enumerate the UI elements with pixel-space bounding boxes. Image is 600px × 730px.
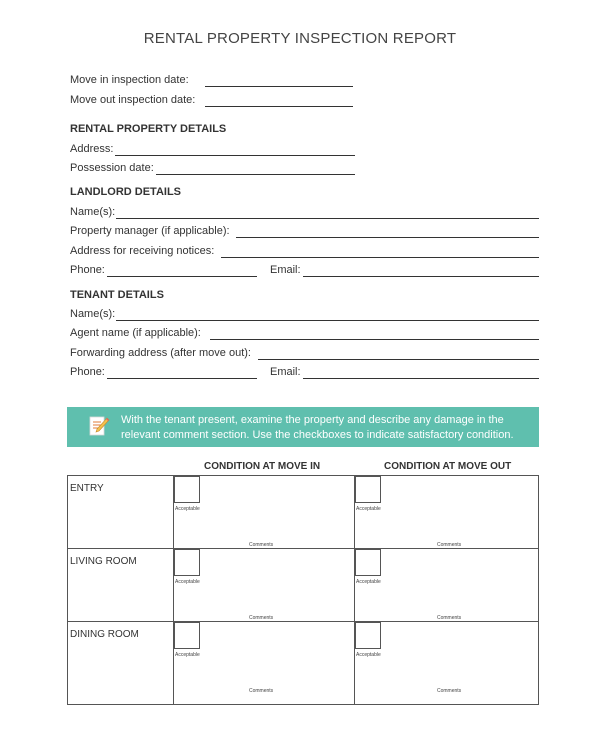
landlord-phone-field[interactable]	[107, 266, 257, 277]
entry-move-in-checkbox[interactable]	[174, 476, 200, 503]
room-label-dining-room: DINING ROOM	[70, 629, 139, 640]
acceptable-label: Acceptable	[356, 652, 381, 658]
possession-date-label: Possession date:	[70, 162, 154, 174]
tenant-email-field[interactable]	[303, 368, 539, 379]
comments-label: Comments	[249, 542, 274, 548]
move-out-date-row	[70, 94, 360, 108]
landlord-details-heading: LANDLORD DETAILS	[70, 186, 182, 198]
tenant-contact-row	[70, 366, 540, 380]
tenant-names-field[interactable]	[116, 310, 539, 321]
comments-label: Comments	[249, 688, 274, 694]
living-room-move-out-checkbox[interactable]	[355, 549, 381, 576]
table-row-divider	[67, 548, 539, 549]
notice-address-field[interactable]	[221, 247, 539, 258]
acceptable-label: Acceptable	[175, 506, 200, 512]
agent-name-label: Agent name (if applicable):	[70, 327, 201, 339]
landlord-names-field[interactable]	[116, 208, 539, 219]
landlord-email-field[interactable]	[303, 266, 539, 277]
move-in-date-field[interactable]	[205, 76, 353, 87]
acceptable-label: Acceptable	[356, 506, 381, 512]
move-in-date-row	[70, 74, 360, 88]
move-out-date-field[interactable]	[205, 96, 353, 107]
comments-label: Comments	[437, 688, 462, 694]
agent-name-field[interactable]	[210, 329, 539, 340]
tenant-email-label: Email:	[270, 366, 301, 378]
possession-date-row	[70, 162, 360, 176]
notice-address-row	[70, 245, 540, 259]
comments-label: Comments	[249, 615, 274, 621]
property-manager-label: Property manager (if applicable):	[70, 225, 230, 237]
property-manager-row	[70, 225, 540, 239]
acceptable-label: Acceptable	[175, 579, 200, 585]
possession-date-field[interactable]	[156, 164, 355, 175]
landlord-email-label: Email:	[270, 264, 301, 276]
property-details-heading: RENTAL PROPERTY DETAILS	[70, 123, 227, 135]
notice-address-label: Address for receiving notices:	[70, 245, 215, 257]
landlord-phone-label: Phone:	[70, 264, 105, 276]
living-room-move-in-checkbox[interactable]	[174, 549, 200, 576]
table-divider	[173, 475, 174, 705]
dining-room-move-in-checkbox[interactable]	[174, 622, 200, 649]
agent-name-row	[70, 327, 540, 341]
instruction-banner	[67, 407, 539, 447]
tenant-phone-label: Phone:	[70, 366, 105, 378]
tenant-phone-field[interactable]	[107, 368, 257, 379]
tenant-names-row	[70, 308, 540, 322]
comments-label: Comments	[437, 542, 462, 548]
address-row	[70, 143, 360, 157]
move-in-date-label: Move in inspection date:	[70, 74, 189, 86]
col-move-in-heading: CONDITION AT MOVE IN	[204, 461, 321, 472]
forwarding-address-field[interactable]	[258, 349, 539, 360]
room-label-living-room: LIVING ROOM	[70, 556, 137, 567]
acceptable-label: Acceptable	[175, 652, 200, 658]
move-out-date-label: Move out inspection date:	[70, 94, 196, 106]
address-label: Address:	[70, 143, 114, 155]
condition-table	[67, 475, 539, 705]
landlord-names-row	[70, 206, 540, 220]
landlord-contact-row	[70, 264, 540, 278]
room-label-entry: ENTRY	[70, 483, 104, 494]
tenant-details-heading: TENANT DETAILS	[70, 289, 164, 301]
table-row-divider	[67, 621, 539, 622]
tenant-names-label: Name(s):	[70, 308, 116, 320]
pencil-checklist-icon	[87, 414, 111, 438]
comments-label: Comments	[437, 615, 462, 621]
entry-move-out-checkbox[interactable]	[355, 476, 381, 503]
table-divider	[354, 475, 355, 705]
address-field[interactable]	[115, 145, 355, 156]
forwarding-address-label: Forwarding address (after move out):	[70, 347, 251, 359]
property-manager-field[interactable]	[236, 227, 539, 238]
landlord-names-label: Name(s):	[70, 206, 116, 218]
dining-room-move-out-checkbox[interactable]	[355, 622, 381, 649]
forwarding-address-row	[70, 347, 540, 361]
page-title: RENTAL PROPERTY INSPECTION REPORT	[143, 30, 457, 47]
instruction-text: With the tenant present, examine the property and describe any damage in the relevant comment section. Use the checkboxes to indicate satisfactory condition.	[121, 414, 514, 441]
acceptable-label: Acceptable	[356, 579, 381, 585]
col-move-out-heading: CONDITION AT MOVE OUT	[384, 461, 512, 472]
